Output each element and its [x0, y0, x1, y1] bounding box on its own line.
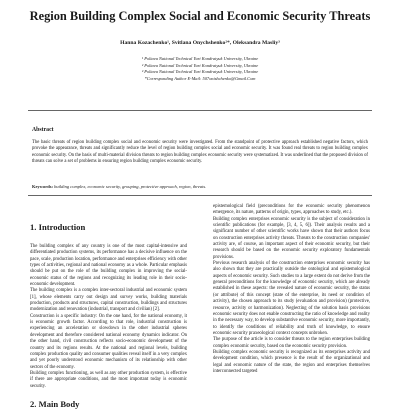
- keywords-list: building complex, economic security, grouping, protective approach, region, threats.: [54, 184, 207, 189]
- body-paragraph: The building complex of any country is one of the most capital-intensive and differentiated production systems, its performance has a decisive influence on the pace, scale, production location, performance and enterprises efficiency with other types of activities, regional and national economy as a whole. Particular emphasis should be put on the role of the building complex in improving the social-economic status of the regions and recognizing its leading role in their socio-economic development.: [30, 244, 187, 288]
- author-line: Hanna Kozachenko¹, Svitlana Onychshenko²*, Oleksandra Masliy³: [120, 40, 280, 46]
- keywords-label: Keywords:: [32, 184, 53, 189]
- paper-title: Region Building Complex Social and Economic Security Threats: [29, 9, 371, 23]
- body-paragraph: Previous research analysis of the construction enterprises economic security has also shown that they are practically outside the ontological and epistemological aspects of economic security. Such studies to a large extent do not derive from the general preconditions for the knowledge of economic security, which are already established in these aspects: the revealed nature of economic security, the status (or attribute) of this concept (state of the enterprise, its need or condition of activity), the chosen approach to its study (evaluation and provision) (protective, resource, activity or harmonization). Neglecting of the solution basis provisions economic security does not enable constructing the ratio of knowledge and reality in the necessary way, to develop substantive economic security, more importantly, to identify the conditions of reliability and truth of knowledge, to ensure economic security praxeological context concepts unbroken.: [213, 261, 370, 336]
- body-paragraph: Building complex functioning, as well as any other production system, is effective if there are appropriate conditions, and the most important today is economic security.: [30, 370, 187, 389]
- body-paragraph: epistemological field (preconditions for the economic security phenomenon emergence, its nature, patterns of origin, types, approaches to study, etc.).: [213, 204, 370, 216]
- affiliation-2: ² Poltava National Technical Yuri Kondratyuk University, Ukraine: [141, 62, 259, 68]
- section-heading-introduction: 1. Introduction: [30, 222, 86, 232]
- affiliation-3: ³ Poltava National Technical Yuri Kondratyuk University, Ukraine: [141, 69, 259, 75]
- abstract-heading: Abstract: [32, 127, 54, 133]
- body-paragraph: Building complex enterprises economic security is the subject of consideration in scientific publications (for example, [3, 4, 5, 6]). Their analysis results and a significant number of other scientific works have shown that their authors focus on construction enterprises activity threats. Threats to the construction companies' activity are, of course, an important aspect of their economic security, but their research should be based on the economic security exploratory fundamentals provisions.: [213, 216, 370, 260]
- body-paragraph: The purpose of the article is to consider threats to the region enterprises building complex economic security, based on the economic security provision.: [213, 337, 370, 349]
- body-paragraph: The building complex is a complex inter-sectoral industrial and economic system [1], whose elements carry out design and survey works, building materials production, products and structures, capital construction, buildings and structures modernization and renovation (industrial, transport and civilian) [2].: [30, 288, 187, 313]
- body-paragraph: Building complex economic security is recognized as its enterprises activity and development condition, which presence is the result of the organizational and legal and economic nature of the state, the region and enterprises themselves interconnected targeted: [213, 349, 370, 374]
- affiliations: [20, 56, 380, 82]
- right-column: [213, 204, 370, 375]
- corresponding-author-email: *Corresponding Author E-Mail: 507onishchenko@Gmail.Com: [144, 75, 256, 81]
- abstract-text: The basic threats of region building complex social and economic security were investigated. From the standpoint of protective approach established negative factors, which provoke the appearance, threats and significantly reduce the level of region building complex social and economic security. It was found real threats to region building complex economic security. On the basis of multi-material division threats to region building complex economic security were systematized. It was underlined that the proposed division of threats can solve a set of problems in ensuring region building complex economic security.: [32, 140, 368, 164]
- section-heading-main-body: 2. Main Body: [30, 398, 80, 409]
- left-column: [30, 200, 187, 409]
- abstract-bottom-divider: [28, 195, 372, 196]
- abstract-top-divider: [28, 110, 372, 111]
- keywords-line: [32, 184, 368, 190]
- affiliation-1: ¹ Poltava National Technical Yuri Kondratyuk University, Ukraine: [141, 56, 259, 61]
- body-paragraph: Construction is a specific industry: On the one hand, for the national economy, it is economic growth factor. According to that role, industrial construction is experiencing an acceleration or slowdown in the other industrial spheres development and therefore considered national economy dynamics indicator. On the other hand, civil construction reflects socio-economic development of the country and its regions results. At the national and regional levels, building complex production quality and consumer qualities reveal itself in a very complex and yet poorly understood economic mechanism of its relationship with other sectors of the economy.: [30, 313, 187, 370]
